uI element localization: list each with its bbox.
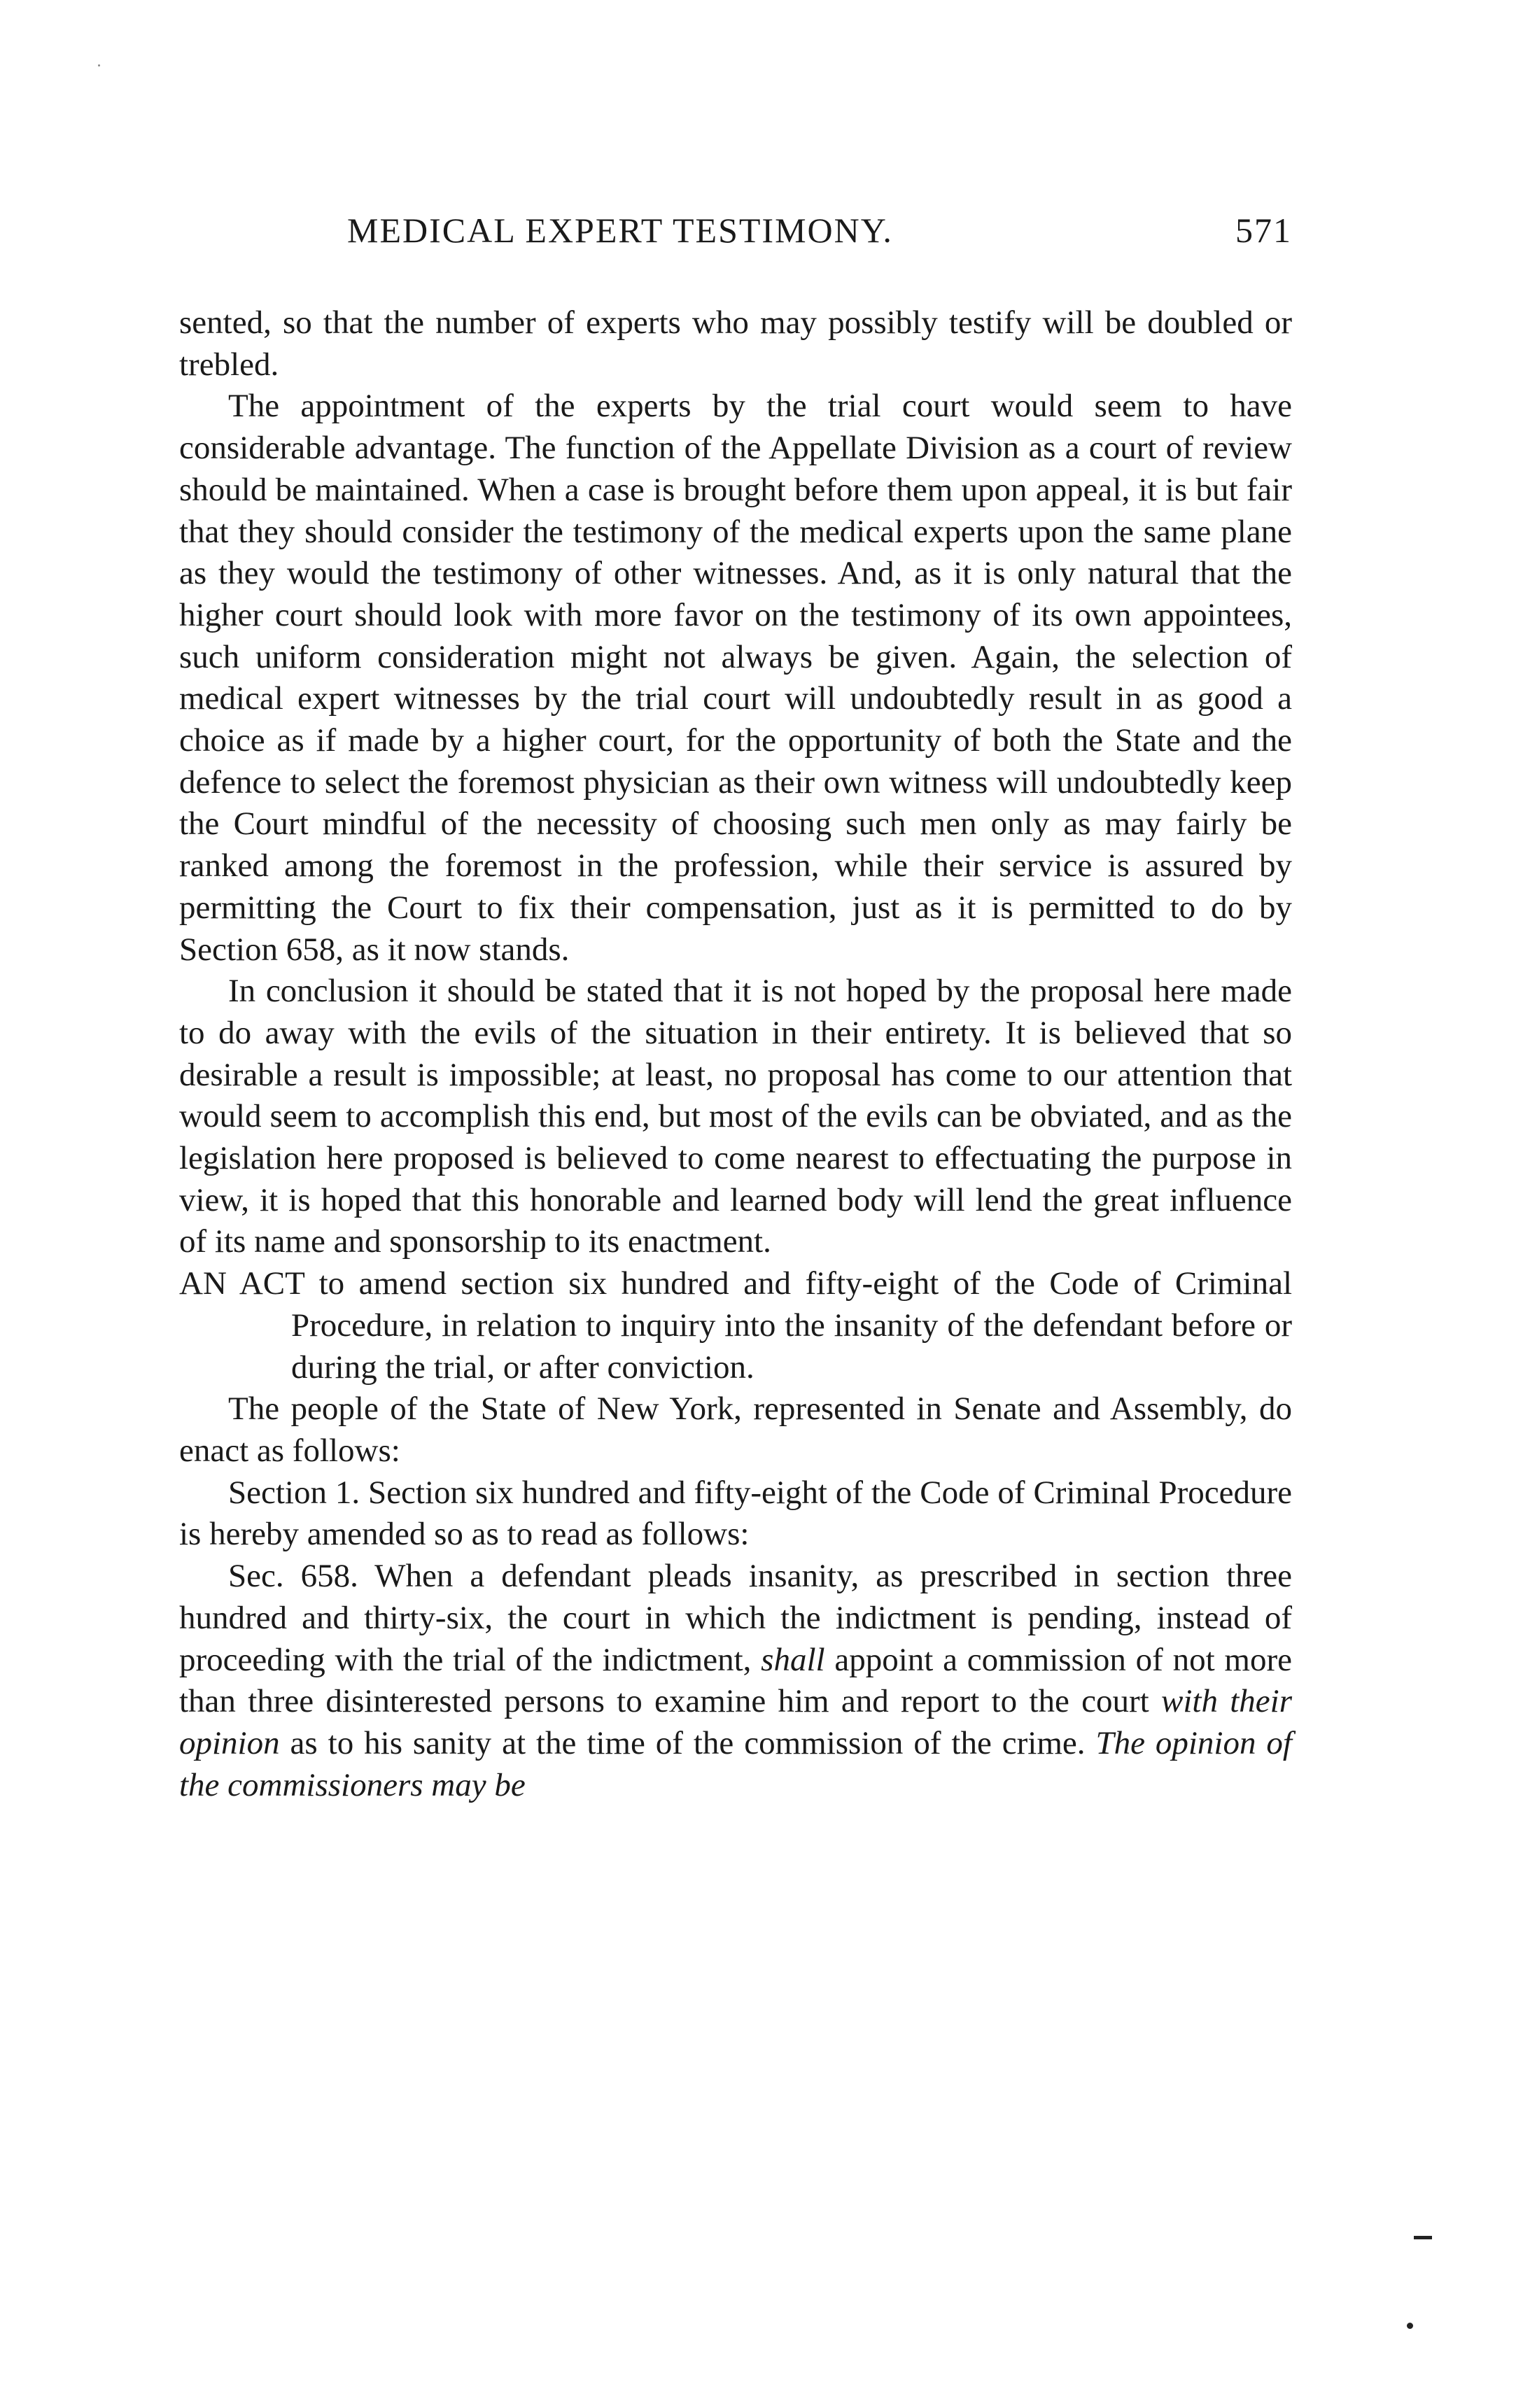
running-title: MEDICAL EXPERT TESTIMONY. — [347, 211, 893, 250]
act-title: AN ACT to amend section six hundred and fifty-eight of the Code of Criminal Procedure, in relation to inquiry into the insanity of the defendant before or during the trial, or after conviction. — [179, 1265, 1292, 1386]
section-658-part-2: appoint a commission of not more than three disinterested persons to examine him and report to the court — [179, 1641, 1292, 1720]
paragraph-appointment: The appointment of the experts by the trial court would seem to have considerable advantage. The function of the Appellate Division as a court of review should be maintained. When a case is brought before them upon appeal, it is but fair that they should consider the testimony of the medical experts upon the same plane as they would the testimony of other witnesses. And, as it is only natural that the higher court should look with more favor on the testimony of its own appointees, such uniform consideration might not always be given. Again, the selection of medical expert witnesses by the trial court will undoubtedly result in as good a choice as if made by a higher court, for the opportunity of both the State and the defence to select the foremost physician as their own witness will undoubtedly keep the Court mindful of the necessity of choosing such men only as may fairly be ranked among the foremost in the profession, while their service is assured by permitting the Court to fix their compensation, just as it is permitted to do by Section 658, as it now stands. — [179, 388, 1292, 968]
italic-with-their-opinion: with their opinion — [179, 1683, 1293, 1761]
section-658-part-3: as to his sanity at the time of the commission of the crime. — [279, 1724, 1096, 1761]
page-number: 571 — [1235, 211, 1292, 250]
italic-opinion-clause: The opinion of the commissioners may be — [179, 1724, 1292, 1803]
paragraph-continuation: sented, so that the number of experts who may possibly testify will be doubled or trebled. — [179, 304, 1292, 383]
enacting-clause: The people of the State of New York, represented in Senate and Assembly, do enact as follows: — [179, 1390, 1292, 1469]
page-body — [179, 302, 1292, 1806]
section-658-text — [179, 1556, 1292, 1806]
page-header — [179, 210, 1292, 266]
top-speck-mark — [98, 64, 100, 66]
italic-shall: shall — [761, 1641, 825, 1678]
section-one: Section 1. Section six hundred and fifty-eight of the Code of Criminal Procedure is hereby amended so as to read as follows: — [179, 1474, 1292, 1553]
section-658-part-1: Sec. 658. When a defendant pleads insanity, as prescribed in section three hundred and thirty-six, the court in which the indictment is pending, instead of proceeding with the trial of the indictment, — [179, 1558, 1292, 1678]
paragraph-conclusion: In conclusion it should be stated that it is not hoped by the proposal here made to do away with the evils of the situation in their entirety. It is believed that so desirable a result is impossible; at least, no proposal has come to our attention that would seem to accomplish this end, but most of the evils can be obviated, and as the legislation here proposed is believed to come nearest to effectuating the purpose in view, it is hoped that this honorable and learned body will lend the great influence of its name and sponsorship to its enactment. — [179, 973, 1292, 1260]
edge-dash-mark — [1414, 2236, 1432, 2239]
edge-dot-mark — [1407, 2323, 1413, 2329]
